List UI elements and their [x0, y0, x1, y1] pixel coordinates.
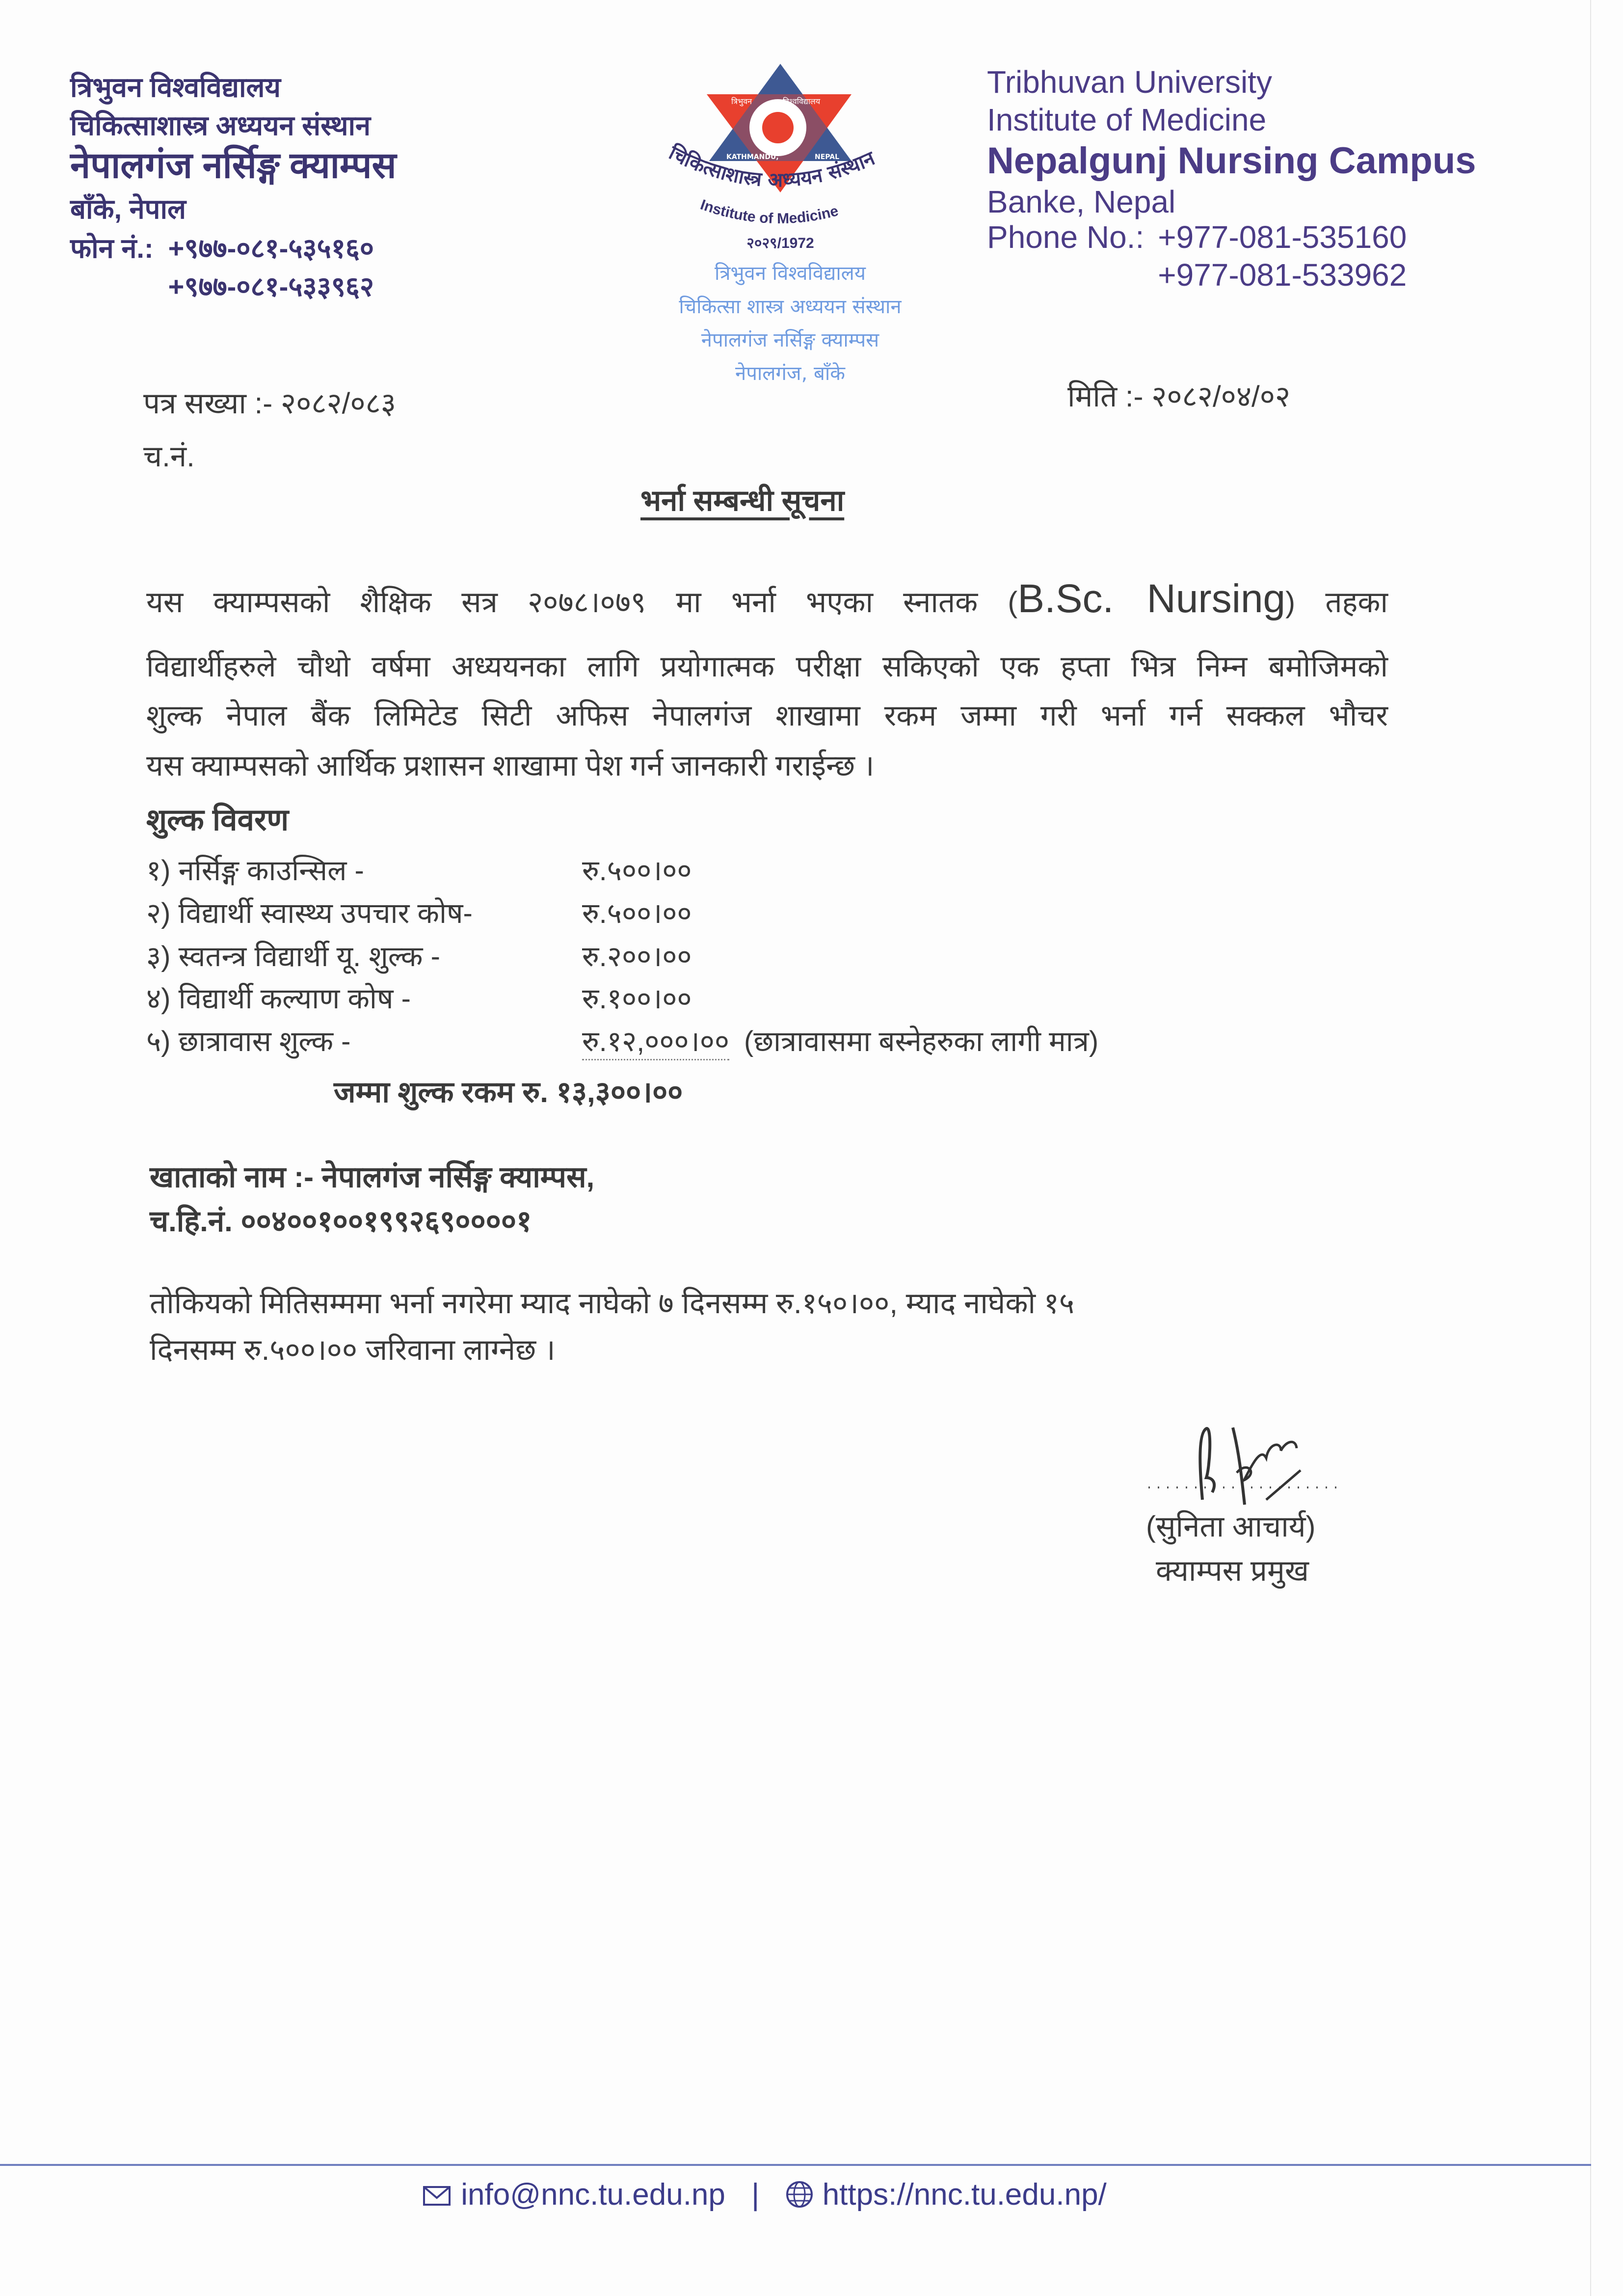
phone-2-np: +९७७-०८१-५३३९६२ [168, 271, 374, 302]
institute-name-np: चिकित्साशास्त्र अध्ययन संस्थान [70, 110, 371, 141]
logo-text: KATHMANDU, [726, 153, 779, 161]
paragraph-line-1 [146, 577, 1388, 621]
campus-name-en: Nepalgunj Nursing Campus [987, 140, 1476, 182]
logo-text: विश्वविद्यालय [783, 97, 821, 106]
fee-amount: रु.५००।०० [582, 897, 692, 929]
phone-1-np: +९७७-०८१-५३५१६० [168, 233, 374, 264]
tribhuvan-university-logo [653, 59, 928, 422]
stamp-line-3: नेपालगंज नर्सिङ्ग क्याम्पस [701, 329, 879, 351]
stamp-line-1: त्रिभुवन विश्वविद्यालय [714, 262, 866, 285]
phone-label-en: Phone No.: [987, 219, 1144, 255]
date-value: २०८२/०४/०२ [1151, 380, 1291, 413]
location-en: Banke, Nepal [987, 184, 1176, 219]
fee-row [146, 943, 692, 971]
location-np: बाँके, नेपाल [70, 193, 186, 224]
paragraph-line-3: शुल्क नेपाल बैंक लिमिटेड सिटी अफिस नेपालगंज शाखामा रकम जम्मा गरी भर्ना गर्न सक्कल भौचर [146, 699, 1388, 732]
account-name: खाताको नाम :- नेपालगंज नर्सिङ्ग क्याम्पस, [150, 1161, 595, 1193]
footer-email[interactable]: info@nnc.tu.edu.np [461, 2178, 725, 2212]
fee-amount: रु.५००।०० [582, 855, 692, 887]
stamp-line-4: नेपालगंज, बाँके [735, 362, 845, 385]
page-edge [1590, 0, 1591, 2296]
fee-row [146, 857, 692, 885]
university-name-en: Tribhuvan University [987, 64, 1272, 100]
logo-text: NEPAL [815, 153, 840, 161]
fees-total: जम्मा शुल्क रकम रु. १३,३००।०० [334, 1076, 683, 1108]
fee-amount: रु.२००।०० [582, 941, 692, 972]
signature-image [1144, 1414, 1350, 1507]
fee-amount: रु.१२,०००।०० [582, 1027, 729, 1060]
fee-row [146, 985, 692, 1013]
reference-label: पत्र सख्या :- [143, 387, 273, 420]
phone-numbers-en [1158, 221, 1407, 291]
dispatch-number-label: च.नं. [143, 440, 195, 473]
logo-center-emblem [762, 112, 794, 143]
reference-number [143, 389, 396, 418]
phone-1-en: +977-081-535160 [1158, 219, 1407, 255]
phone-2-en: +977-081-533962 [1158, 257, 1407, 293]
fee-label: ३) स्वतन्त्र विद्यार्थी यू. शुल्क - [146, 941, 440, 972]
text-segment: यस क्याम्पसको शैक्षिक सत्र २०७८।०७९ मा भर्ना भएका स्नातक ( [146, 586, 1018, 619]
penalty-line-2: दिनसम्म रु.५००।०० जरिवाना लाग्नेछ । [150, 1333, 556, 1366]
fee-row [146, 899, 692, 928]
logo-arc-nepali: चिकित्साशास्त्र अध्ययन संस्थान [665, 141, 878, 192]
fee-label: ५) छात्रावास शुल्क - [146, 1026, 351, 1057]
footer-separator: | [751, 2178, 760, 2212]
phone-block-np [70, 235, 374, 300]
institute-name-en: Institute of Medicine [987, 102, 1267, 137]
fee-label: २) विद्यार्थी स्वास्थ्य उपचार कोष- [146, 897, 473, 929]
signatory-name: (सुनिता आचार्य) [1146, 1510, 1316, 1543]
notice-title: भर्ना सम्बन्धी सूचना [640, 484, 845, 517]
footer-contact [422, 2180, 1107, 2210]
fee-label: १) नर्सिङ्ग काउन्सिल - [146, 855, 364, 887]
university-name-np: त्रिभुवन विश्वविद्यालय [70, 72, 281, 103]
phone-label-np: फोन नं.: [70, 233, 154, 264]
fee-amount: रु.१००।०० [582, 983, 692, 1015]
program-name: B.Sc. Nursing [1017, 576, 1286, 621]
fee-row [146, 1027, 1098, 1060]
phone-numbers-np [168, 235, 374, 300]
globe-icon [785, 2180, 814, 2209]
letter-date [1067, 382, 1290, 411]
phone-block-en [987, 221, 1407, 291]
stamp-line-2: चिकित्सा शास्त्र अध्ययन संस्थान [679, 296, 902, 318]
fee-label: ४) विद्यार्थी कल्याण कोष - [146, 983, 411, 1015]
signatory-designation: क्याम्पस प्रमुख [1156, 1554, 1309, 1587]
text-segment: ) तहका [1285, 586, 1388, 619]
logo-arc-english: Institute of Medicine [698, 196, 840, 227]
paragraph-line-2: विद्यार्थीहरुले चौथो वर्षमा अध्ययनका लागि प्रयोगात्मक परीक्षा सकिएको एक हप्ता भित्र निम्न बमोजिमको [146, 650, 1388, 683]
footer-website[interactable]: https://nnc.tu.edu.np/ [822, 2178, 1107, 2212]
logo-stamp [679, 262, 902, 385]
footer-divider [0, 2164, 1591, 2166]
campus-name-np: नेपालगंज नर्सिङ्ग क्याम्पस [70, 145, 397, 186]
date-label: मिति :- [1067, 380, 1144, 413]
envelope-icon [422, 2182, 452, 2208]
paragraph-line-4: यस क्याम्पसको आर्थिक प्रशासन शाखामा पेश गर्न जानकारी गराईन्छ । [146, 749, 875, 782]
reference-value: २०८२/०८३ [280, 387, 396, 420]
logo-year: २०२९/1972 [746, 235, 814, 251]
fees-heading: शुल्क विवरण [146, 803, 289, 837]
fee-note: (छात्रावासमा बस्नेहरुका लागी मात्र) [744, 1026, 1099, 1057]
penalty-line-1: तोकियको मितिसम्ममा भर्ना नगरेमा म्याद नाघेको ७ दिनसम्म रु.१५०।००, म्याद नाघेको १५ [150, 1287, 1075, 1320]
account-number: च.हि.नं. ००४००१००१९९२६९००००१ [150, 1205, 532, 1238]
logo-text: त्रिभुवन [731, 97, 752, 106]
